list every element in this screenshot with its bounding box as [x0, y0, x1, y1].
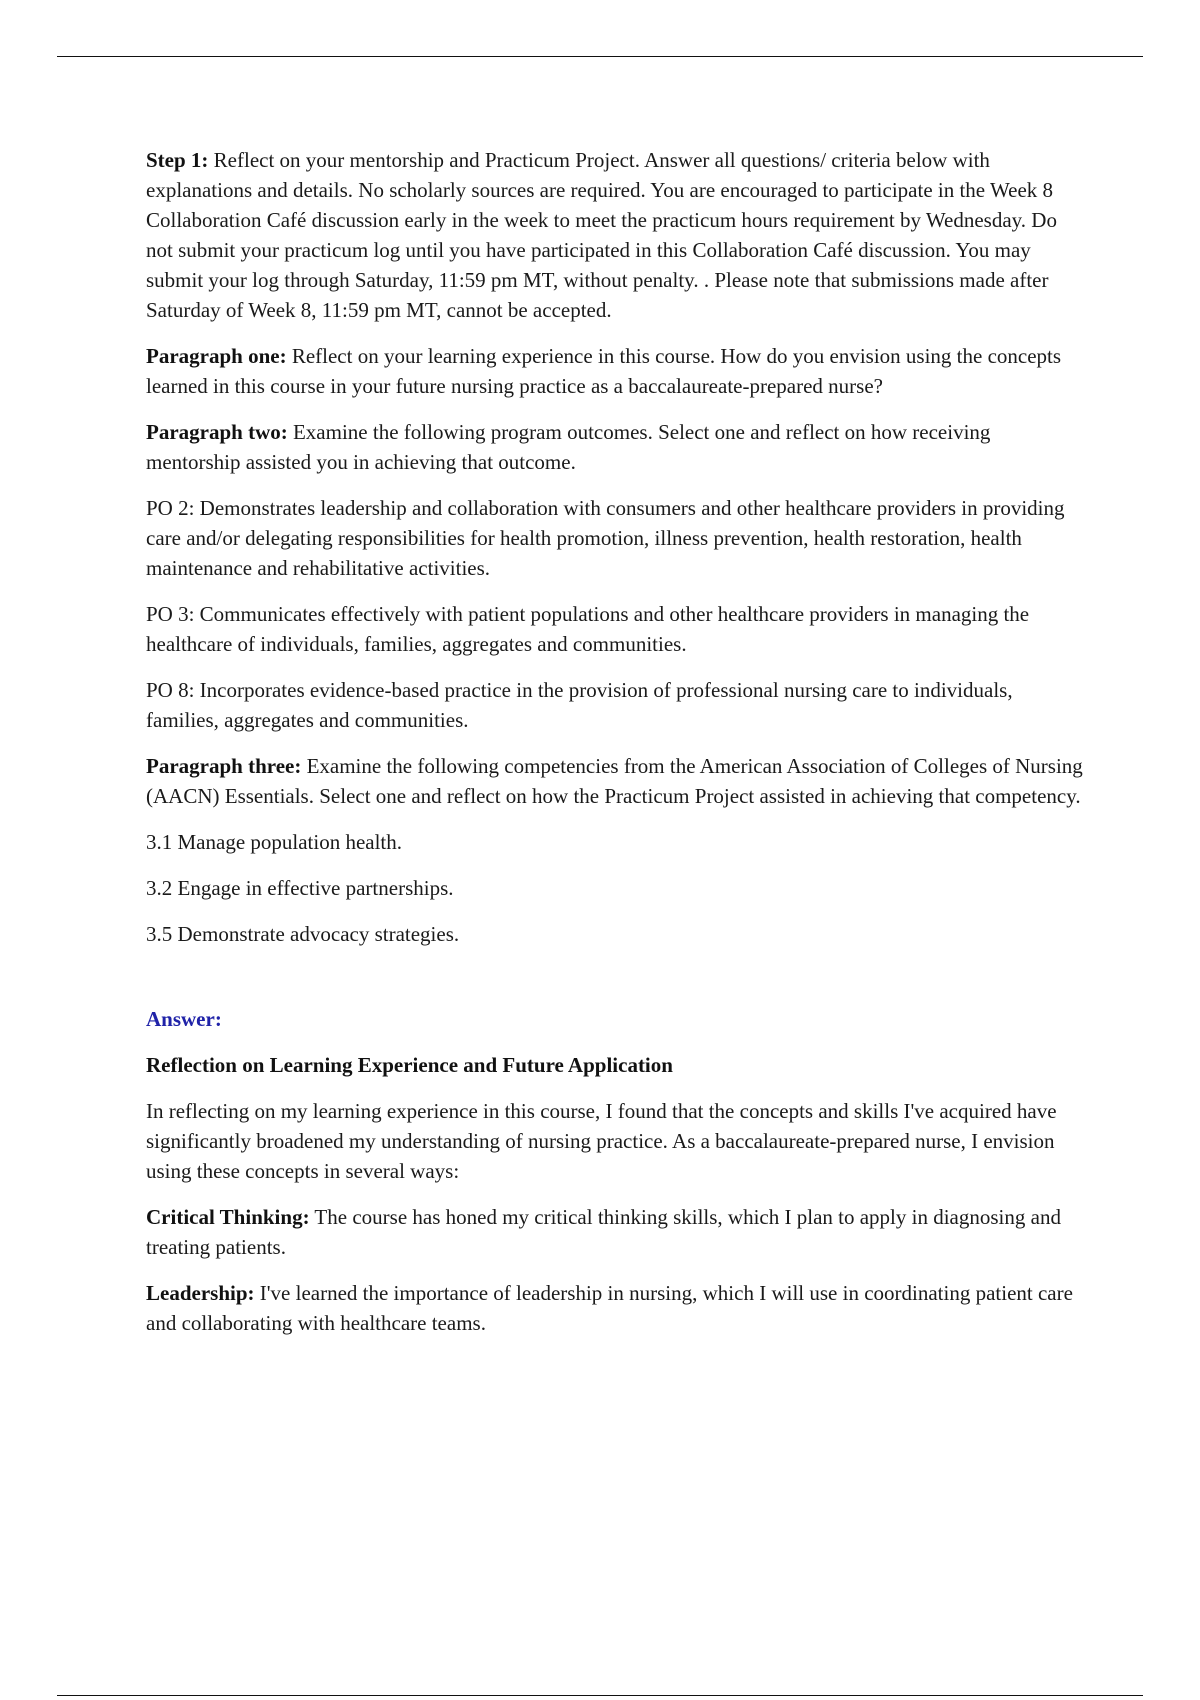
leadership-text: I've learned the importance of leadership in nursing, which I will use in coordinating patient care and collaborating with healthcare teams.	[146, 1281, 1073, 1335]
program-outcome-po2: PO 2: Demonstrates leadership and collaboration with consumers and other healthcare providers in providing care and/or delegating responsibilities for health promotion, illness prevention, health restoration, health maintenance and rehabilitative activities.	[146, 496, 1065, 580]
answer-heading	[146, 1050, 1086, 1080]
answer-point-critical-thinking	[146, 1202, 1086, 1262]
step1-label: Step 1:	[146, 148, 209, 172]
competency-3-1: 3.1 Manage population health.	[146, 830, 403, 854]
section-spacer	[146, 965, 1086, 1004]
footer-rule	[57, 1695, 1143, 1696]
leadership-label: Leadership:	[146, 1281, 255, 1305]
step1-paragraph	[146, 145, 1086, 325]
answer-heading-text: Reflection on Learning Experience and Future Application	[146, 1053, 673, 1077]
paragraph-three-text: Examine the following competencies from the American Association of Colleges of Nursing (AACN) Essentials. Select one and reflect on how the Practicum Project assisted in achieving that competency.	[146, 754, 1083, 808]
step1-text: Reflect on your mentorship and Practicum Project. Answer all questions/ criteria below with explanations and details. No scholarly sources are required. You are encouraged to participate in the Week 8 Collaboration Café discussion early in the week to meet the practicum hours requirement by Wednesday. Do not submit your practicum log until you have participated in this Collaboration Café discussion. You may submit your log through Saturday, 11:59 pm MT, without penalty. . Please note that submissions made after Saturday of Week 8, 11:59 pm MT, cannot be accepted.	[146, 148, 1057, 322]
paragraph-two-text: Examine the following program outcomes. Select one and reflect on how receiving mentorship assisted you in achieving that outcome.	[146, 420, 991, 474]
competency-3-5: 3.5 Demonstrate advocacy strategies.	[146, 922, 460, 946]
critical-thinking-text: The course has honed my critical thinking skills, which I plan to apply in diagnosing and treating patients.	[146, 1205, 1061, 1259]
header-rule	[57, 56, 1143, 57]
answer-point-leadership	[146, 1278, 1086, 1338]
paragraph-two-prompt	[146, 417, 1086, 477]
paragraph-one-text: Reflect on your learning experience in this course. How do you envision using the concepts learned in this course in your future nursing practice as a baccalaureate-prepared nurse?	[146, 344, 1062, 398]
answer-intro: In reflecting on my learning experience in this course, I found that the concepts and skills I've acquired have significantly broadened my understanding of nursing practice. As a baccalaureate-prepared nurse, I envision using these concepts in several ways:	[146, 1099, 1057, 1183]
program-outcome-po8: PO 8: Incorporates evidence-based practice in the provision of professional nursing care to individuals, families, aggregates and communities.	[146, 678, 1013, 732]
program-outcome-po3: PO 3: Communicates effectively with patient populations and other healthcare providers in managing the healthcare of individuals, families, aggregates and communities.	[146, 602, 1030, 656]
document-body	[146, 145, 1086, 1354]
paragraph-one-label: Paragraph one:	[146, 344, 287, 368]
answer-label: Answer:	[146, 1007, 222, 1031]
paragraph-three-prompt	[146, 751, 1086, 811]
paragraph-two-label: Paragraph two:	[146, 420, 288, 444]
paragraph-three-label: Paragraph three:	[146, 754, 302, 778]
critical-thinking-label: Critical Thinking:	[146, 1205, 310, 1229]
paragraph-one-prompt	[146, 341, 1086, 401]
competency-3-2: 3.2 Engage in effective partnerships.	[146, 876, 454, 900]
